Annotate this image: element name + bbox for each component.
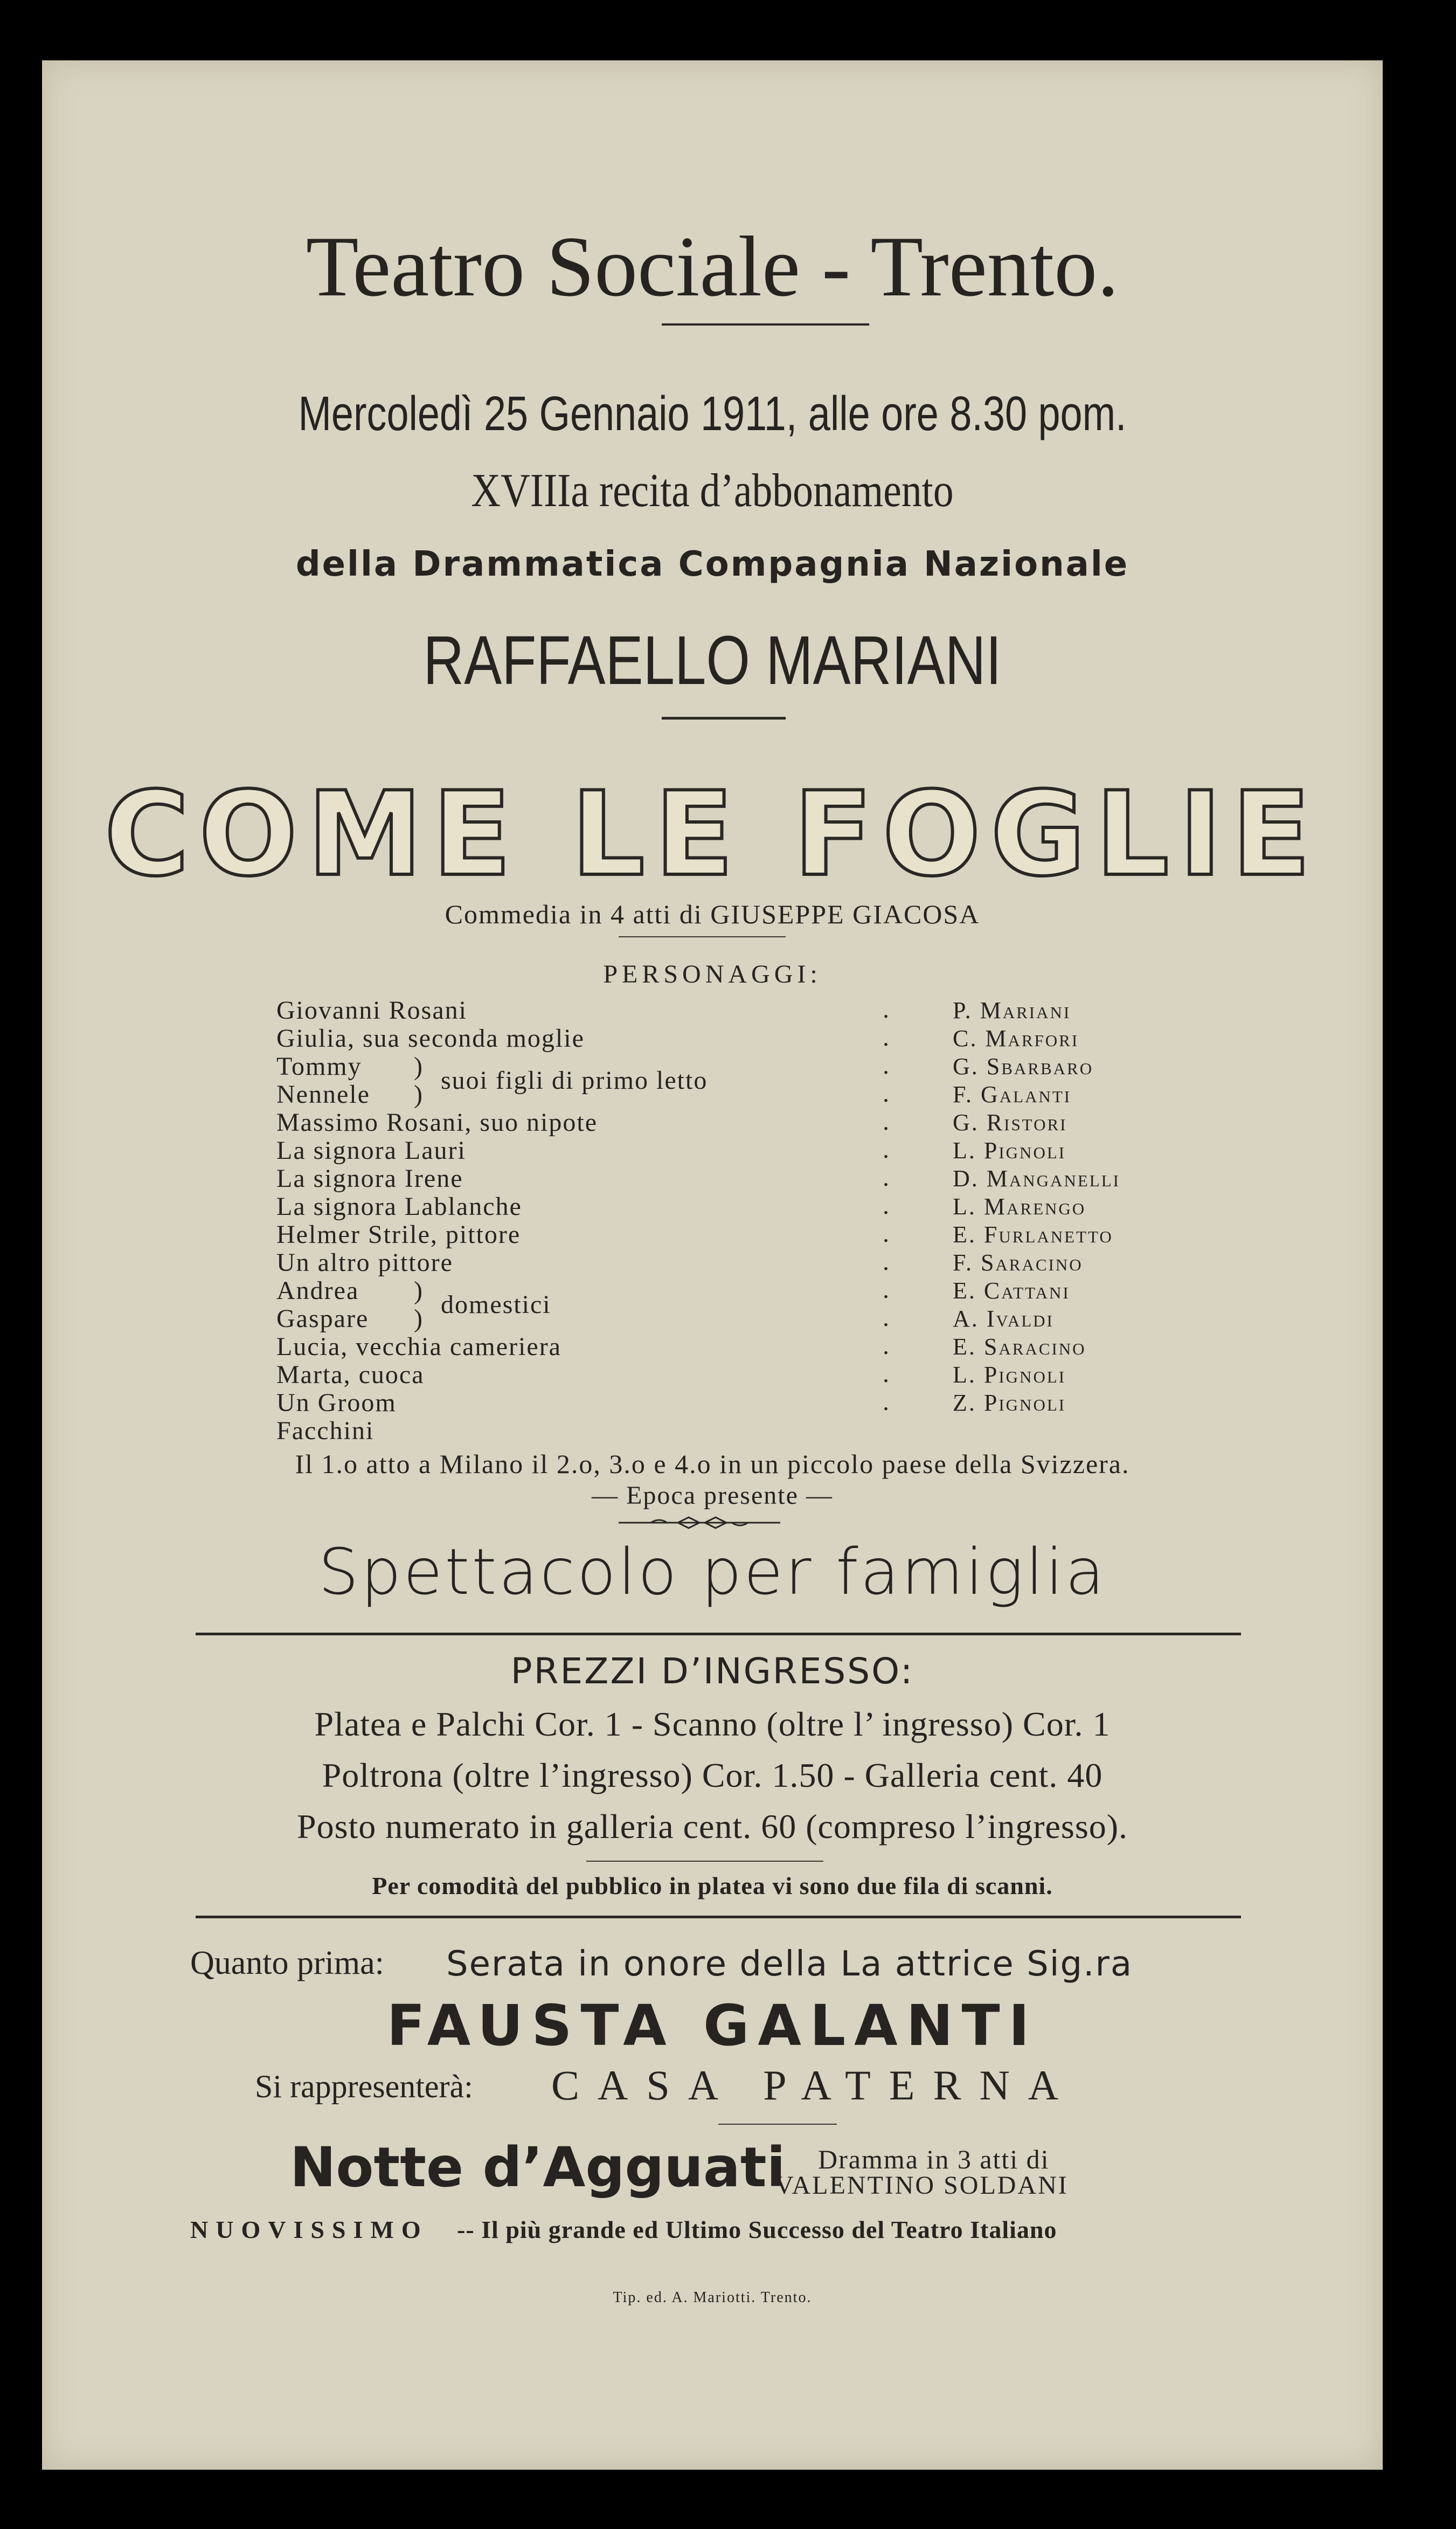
director-rule: [662, 717, 786, 720]
cast-role: Marta, cuoca: [276, 1360, 425, 1389]
casa-paterna-rule: [718, 2124, 837, 2125]
dramma-line-1: Dramma in 3 atti di: [818, 2144, 1050, 2174]
price-line-2: Poltrona (oltre l’ingresso) Cor. 1.50 - Galleria cent. 40: [322, 1756, 1103, 1794]
personaggi-heading: PERSONAGGI:: [603, 960, 822, 989]
spettacolo-heading: Spettacolo per famiglia: [318, 1535, 1107, 1609]
serata-line: Serata in onore della La attrice Sig.ra: [446, 1944, 1133, 1984]
brace-icon: ): [414, 1080, 422, 1109]
brace-icon: ): [414, 1276, 422, 1305]
epoch-line: — Epoca presente —: [592, 1481, 833, 1510]
actress-name: FAUSTA GALANTI: [386, 1993, 1038, 2058]
cast-role: Facchini: [276, 1416, 375, 1445]
cast-role: Andrea: [276, 1276, 359, 1305]
cast-role: La signora Lablanche: [276, 1192, 522, 1221]
acts-setting: Il 1.o atto a Milano il 2.o, 3.o e 4.o in un piccolo paese della Svizzera.: [295, 1449, 1130, 1479]
cast-role: Un Groom: [276, 1388, 397, 1417]
cast-role: Lucia, vecchia cameriera: [276, 1332, 561, 1361]
poster-sheet: [42, 60, 1383, 2470]
cast-actor: L. Pignoli: [953, 1137, 1066, 1164]
price-line-3: Posto numerato in galleria cent. 60 (compreso l’ingresso).: [296, 1807, 1128, 1846]
cast-actor: F. Saracino: [953, 1249, 1083, 1276]
cast-role: Nennele: [276, 1080, 370, 1109]
cast-role: Massimo Rosani, suo nipote: [276, 1108, 598, 1137]
ornament-divider-icon: [619, 1515, 786, 1531]
notte-agguati-title: Notte d’Agguati: [290, 2136, 786, 2200]
prices-heading: PREZZI D’INGRESSO:: [510, 1650, 914, 1692]
cast-actor: L. Marengo: [953, 1193, 1086, 1220]
recita-line: XVIIIa recita d’abbonamento: [471, 465, 954, 517]
cast-actor: L. Pignoli: [953, 1362, 1066, 1388]
leader-dots: . . . . . . . . . . . . . . .: [883, 995, 889, 1416]
cast-actor: Z. Pignoli: [953, 1390, 1066, 1416]
cast-actor: D. Manganelli: [953, 1165, 1120, 1192]
cast-role: La signora Irene: [276, 1164, 463, 1193]
cast-role: Giovanni Rosani: [276, 996, 467, 1025]
cast-actor: E. Cattani: [953, 1277, 1070, 1304]
brace-icon: ): [414, 1052, 422, 1081]
cast-actor: E. Saracino: [953, 1333, 1086, 1360]
dramma-line-2: VALENTINO SOLDANI: [775, 2171, 1069, 2200]
children-group-label: suoi figli di primo letto: [441, 1066, 708, 1095]
cast-actor: P. Mariani: [953, 997, 1071, 1024]
prices-note: Per comodità del pubblico in platea vi sono due fila di scanni.: [372, 1872, 1053, 1899]
company-line: della Drammatica Compagnia Nazionale: [295, 544, 1129, 584]
cast-actor: E. Furlanetto: [953, 1221, 1113, 1248]
price-line-1: Platea e Palchi Cor. 1 - Scanno (oltre l’ ingresso) Cor. 1: [314, 1705, 1111, 1743]
section-rule-bottom: [196, 1916, 1241, 1918]
quanto-prima-label: Quanto prima:: [190, 1945, 384, 1981]
date-line: Mercoledì 25 Gennaio 1911, alle ore 8.30 pom.: [298, 387, 1127, 441]
servants-group-label: domestici: [441, 1290, 551, 1319]
section-rule-top: [196, 1633, 1241, 1635]
nuovissimo-tagline: -- Il più grande ed Ultimo Successo del Teatro Italiano: [457, 2216, 1057, 2243]
printer-credit: Tip. ed. A. Mariotti. Trento.: [613, 2289, 812, 2306]
cast-actor: G. Sbarbaro: [953, 1053, 1094, 1080]
play-title: COME LE FOGLIE: [104, 766, 1321, 902]
subtitle-rule: [619, 936, 786, 937]
theatre-title: Teatro Sociale - Trento.: [306, 218, 1119, 314]
si-rappresentera-label: Si rappresenterà:: [255, 2069, 473, 2104]
cast-role: Giulia, sua seconda moglie: [276, 1024, 585, 1053]
title-underline: [662, 323, 869, 326]
director-name: RAFFAELLO MARIANI: [423, 622, 1002, 699]
brace-icon: ): [414, 1304, 422, 1333]
casa-paterna-title: CASA PATERNA: [551, 2062, 1077, 2109]
cast-actor: A. Ivaldi: [953, 1305, 1054, 1332]
cast-role: La signora Lauri: [276, 1136, 466, 1165]
cast-role: Helmer Strile, pittore: [276, 1220, 521, 1249]
play-subtitle: Commedia in 4 atti di GIUSEPPE GIACOSA: [445, 899, 980, 929]
cast-actor: G. Ristori: [953, 1109, 1067, 1136]
cast-role: Un altro pittore: [276, 1248, 453, 1277]
cast-role: Tommy: [276, 1052, 362, 1081]
nuovissimo-label: NUOVISSIMO: [190, 2216, 428, 2243]
cast-actor: C. Marfori: [953, 1025, 1079, 1052]
cast-role: Gaspare: [276, 1304, 369, 1333]
prices-rule: [586, 1861, 823, 1862]
cast-actor: F. Galanti: [953, 1081, 1072, 1108]
